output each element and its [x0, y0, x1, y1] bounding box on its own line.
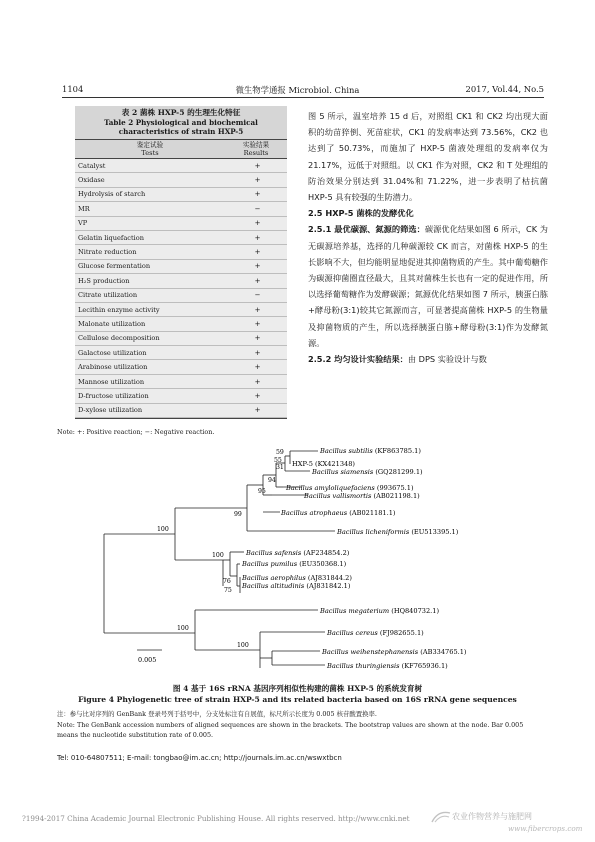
- taxon-label: Bacillus safensis (AF234854.2): [246, 549, 350, 557]
- test-result: +: [254, 377, 261, 386]
- taxon-label: Bacillus atrophaeus (AB021181.1): [281, 509, 396, 517]
- test-result: +: [254, 176, 261, 185]
- column-tests: [75, 141, 225, 157]
- scale-bar-label: 0.005: [138, 656, 157, 664]
- table-row: [75, 317, 287, 331]
- bootstrap-value: 59: [276, 449, 284, 456]
- table-row: [75, 217, 287, 231]
- taxon-label: Bacillus siamensis (GQ281299.1): [312, 468, 423, 476]
- subsection-heading: 2.5.1 最优碳源、氮源的筛选：: [308, 224, 425, 235]
- column-results-en: Results: [243, 149, 269, 157]
- test-name: H₂S production: [78, 276, 130, 285]
- taxon-label: HXP-5 (KX421348): [292, 460, 355, 468]
- test-result: +: [254, 334, 261, 343]
- test-name: Mannose utilization: [78, 377, 145, 386]
- table-column-headers: [75, 139, 287, 159]
- test-result: +: [254, 348, 261, 357]
- table-note: Note: +: Positive reaction; −: Negative reaction.: [57, 428, 215, 436]
- subsection-text: 由 DPS 实验设计与数: [407, 354, 487, 365]
- taxon-label: Bacillus vallismortis (AB021198.1): [304, 492, 420, 500]
- body-text-column: [308, 108, 548, 367]
- table-row: [75, 303, 287, 317]
- test-name: D-xylose utilization: [78, 406, 143, 415]
- paragraph-results: 图 5 所示，温室培养 15 d 后，对照组 CK1 和 CK2 均出现大面积的幼苗猝倒、死苗症状，CK1 的发病率达到 73.56%，CK2 也达到了 50.73%，而施加了 HXP-5 菌液处理组的发病率仅为 21.17%，远低于对照组。以 CK1 作为对照，CK2 和 T 处理组的防治效果分别达到 31.04%和 71.22%，进一步表明了枯抗菌 HXP-5 具有较强的生防潜力。: [308, 111, 548, 203]
- taxon-label: Bacillus weihenstephanensis (AB334765.1): [322, 648, 467, 656]
- figure-note-zh: 注：参与比对序列的 GenBank 登录号列于括号中，分支处标注有自展值，标尺所示长度为 0.005 核苷酸置换率.: [57, 710, 377, 718]
- test-result: +: [254, 363, 261, 372]
- table-title-en: Table 2 Physiological and biochemical characteristics of strain HXP-5: [104, 118, 258, 136]
- test-name: Citrate utilization: [78, 291, 138, 300]
- test-result: +: [254, 305, 261, 314]
- test-result: +: [254, 161, 261, 170]
- taxon-label: Bacillus pumilus (EU350368.1): [242, 560, 347, 568]
- table-header: [75, 106, 287, 159]
- column-tests-zh: 鉴定试验: [136, 141, 164, 149]
- test-name: MR: [78, 204, 90, 213]
- test-name: Galactose utilization: [78, 348, 147, 357]
- table-row: [75, 274, 287, 288]
- header-rule: [62, 97, 544, 98]
- test-result: +: [254, 219, 261, 228]
- phylogenetic-tree: [80, 440, 520, 675]
- taxon-label: Bacillus megaterium (HQ840732.1): [320, 607, 440, 615]
- section-heading: 2.5 HXP-5 菌株的发酵优化: [308, 208, 414, 219]
- taxon-label: Bacillus licheniformis (EU513395.1): [337, 528, 459, 536]
- bootstrap-value: 95: [258, 488, 266, 495]
- test-result: +: [254, 319, 261, 328]
- taxon-label: Bacillus altitudinis (AJ831842.1): [242, 582, 351, 590]
- test-result: +: [254, 233, 261, 242]
- table-row: [75, 260, 287, 274]
- table-2: [75, 106, 287, 419]
- table-row: [75, 360, 287, 374]
- column-results: [225, 141, 287, 157]
- test-name: Oxidase: [78, 176, 105, 185]
- copyright-footer: ?1994-2017 China Academic Journal Electronic Publishing House. All rights reserved. http://www.cnki.net: [22, 814, 410, 823]
- test-result: +: [254, 391, 261, 400]
- figure-note-en: Note: The GenBank accession numbers of aligned sequences are shown in the brackets. The bootstrap values are shown at the node. Bar 0.005 means the nucleotide substitution rate of 0.005.: [57, 721, 524, 739]
- taxon-label: Bacillus amyloliquefaciens (993675.1): [286, 484, 414, 492]
- taxon-label: Bacillus aerophilus (AJ831844.2): [242, 574, 352, 582]
- subsection-heading: 2.5.2 均匀设计实验结果：: [308, 354, 408, 365]
- table-row: [75, 346, 287, 360]
- watermark-logo-icon: [430, 810, 452, 824]
- bootstrap-value: 100: [237, 642, 249, 649]
- table-row: [75, 173, 287, 187]
- test-name: Nitrate reduction: [78, 248, 137, 257]
- bootstrap-value: 55: [274, 457, 282, 464]
- paragraph-uniform-design: [308, 351, 548, 367]
- table-bottom-rule: [75, 418, 287, 419]
- test-result: −: [254, 291, 261, 300]
- test-name: Catalyst: [78, 161, 106, 170]
- taxon-label: Bacillus subtilis (KF863785.1): [320, 447, 421, 455]
- figure-caption-zh: 图 4 基于 16S rRNA 基因序列相似性构建的菌株 HXP-5 的系统发育树: [172, 684, 423, 693]
- bootstrap-value: 100: [212, 552, 224, 559]
- bootstrap-value: 99: [234, 511, 242, 518]
- journal-title: 微生物学通报 Microbiol. China: [235, 85, 360, 95]
- bootstrap-value: 94: [268, 477, 276, 484]
- table-body: [75, 159, 287, 418]
- test-result: +: [254, 276, 261, 285]
- issue-info: 2017, Vol.44, No.5: [465, 84, 544, 94]
- test-name: Cellulose decomposition: [78, 334, 160, 343]
- test-name: Glucose fermentation: [78, 262, 151, 271]
- test-result: +: [254, 190, 261, 199]
- subsection-text: 碳源优化结果如图 6 所示，CK 为无碳源培养基，选择的几种碳源较 CK 而言，对菌株 HXP-5 的生长影响不大，但均能明显地促进其抑菌物质的产生。其中葡萄糖作为碳源抑菌圈直径最大，且其对菌株生长也有一定的促进作用，所以选择葡萄糖作为发酵碳源；氮源优化结果如图 7 所示，胰蛋白胨+酵母粉(3:1)较其它氮源而言，可显著提高菌株 HXP-5 的生物量及抑菌物质的产生，所以选择胰蛋白胨+酵母粉(3:1)作为发酵氮源。: [308, 224, 548, 348]
- test-name: Gelatin liquefaction: [78, 233, 144, 242]
- table-title-zh: 表 2 菌株 HXP-5 的生理生化特征: [121, 108, 241, 117]
- watermark-text: 农业作物营养与施肥网: [452, 812, 532, 821]
- watermark-url: www.fibercrops.com: [508, 824, 583, 833]
- bootstrap-value: 100: [157, 526, 169, 533]
- bootstrap-value: 100: [177, 625, 189, 632]
- table-row: [75, 332, 287, 346]
- figure-caption-en: Figure 4 Phylogenetic tree of strain HXP-5 and its related bacteria based on 16S rRNA gene sequences: [78, 695, 517, 704]
- table-row: [75, 404, 287, 418]
- test-result: +: [254, 262, 261, 271]
- bootstrap-value: 75: [224, 587, 232, 594]
- taxon-label: Bacillus thuringiensis (KF765936.1): [327, 662, 448, 670]
- table-row: [75, 389, 287, 403]
- test-result: +: [254, 248, 261, 257]
- test-name: Hydrolysis of starch: [78, 190, 146, 199]
- bootstrap-value: 76: [223, 578, 231, 585]
- column-tests-en: Tests: [141, 149, 159, 157]
- contact-line: Tel: 010-64807511; E-mail: tongbao@im.ac.cn; http://journals.im.ac.cn/wswxtbcn: [57, 754, 342, 762]
- test-name: Lecithin enzyme activity: [78, 305, 160, 314]
- table-row: [75, 245, 287, 259]
- table-row: [75, 202, 287, 216]
- test-result: +: [254, 406, 261, 415]
- test-result: −: [254, 204, 261, 213]
- paragraph-carbon-nitrogen: [308, 221, 548, 351]
- test-name: Arabinose utilization: [78, 363, 148, 372]
- test-name: VP: [78, 219, 88, 228]
- table-row: [75, 375, 287, 389]
- taxon-label: Bacillus cereus (FJ982655.1): [327, 629, 424, 637]
- column-results-zh: 实验结果: [242, 141, 270, 149]
- table-row: [75, 188, 287, 202]
- table-row: [75, 231, 287, 245]
- bootstrap-value: 31: [276, 464, 284, 471]
- test-name: D-fructose utilization: [78, 391, 149, 400]
- table-row: [75, 159, 287, 173]
- test-name: Malonate utilization: [78, 319, 146, 328]
- page-number: 1104: [62, 84, 84, 94]
- table-row: [75, 289, 287, 303]
